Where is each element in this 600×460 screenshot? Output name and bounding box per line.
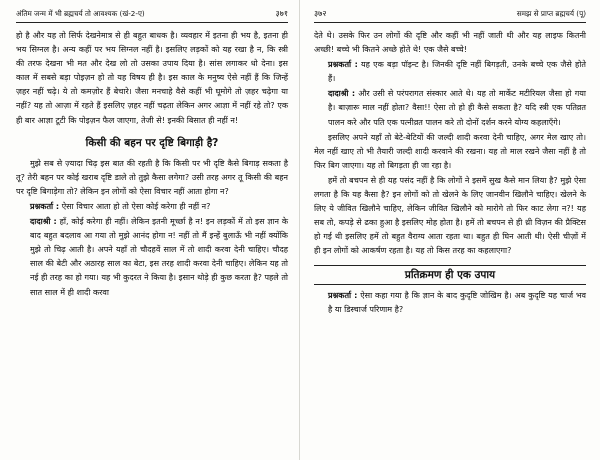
section-rule-bottom <box>314 284 586 285</box>
right-page-number: ३७२ <box>314 9 327 18</box>
left-paragraph-1: हो है और यह तो सिर्फ देखनेमात्र से ही बहुत बाधक है। व्यवहार में इतना ही भय है, इतना ही भय सिग्नल है। अन्य कहीं पर भय सिग्नल नहीं है। इसलिए लड़कों को यह रखा है न, कि स्त्री की तरफ देखना भी मत और देख लो तो उसका उपाय दिया है। सांस लगाकर धो देना। इस काल में सबसे बड़ा पोइज़न हो तो यह विषय ही है। इस काल के मनुष्य ऐसे नहीं हैं कि जिन्हें ज़हर नहीं चढ़े। ये तो कमज़ोर हैं बेचारे। जैसा मनचाहे वैसे कहीं भी घूमोगे तो ज़हर चढ़ेगा या नहीं? यह तो आज़ा में रहते हैं इसलिए ज़हर नहीं चढ़ता लेकिन अगर आज्ञा में नहीं रहे तो? एक ही बार आज्ञा टूटी कि पोइज़न फैल जाएगा, तेजी से! इनकी बिसात ही नहीं न! <box>16 31 288 125</box>
dadashri-label: दादाश्री : <box>30 217 57 227</box>
section-rule-top <box>314 265 586 266</box>
right-header-title: समझ से प्राप्त ब्रह्मचर्य (पू) <box>516 9 586 18</box>
questioner-label: प्रश्नकर्ता : <box>328 291 358 301</box>
answer-text: हाँ, कोई करेगा ही नहीं। लेकिन इतनी मूर्च्छा है न! इन लड़कों में तो इस ज्ञान के बाद बहुत बदलाव आ गया तो मुझे आनंद होगा न! नहीं तो मैं इन्हें बुलाऊँ भी नहीं क्योंकि मुझे तो चिढ़ आती है। अपने यहाँ तो चौदहवें साल में तो शादी करवा देनी चाहिए। चौदह साल की बेटी और अठारह साल का बेटा, इस तरह शादी करवा देनी चाहिए। लेकिन यह तो नई ही तरह का हो गया। यह भी कुदरत ने किया है। इसान थोड़े ही कुछ करता है? पहले तो सात साल में ही शादी करवा <box>30 217 289 297</box>
left-paragraph-2: मुझे सब से ज़्यादा चिढ़ इस बात की रहती है कि किसी पर भी दृष्टि कैसे बिगाड़ सकता है तू? तेरी बहन पर कोई खराब दृष्टि डाले तो तुझे कैसा लगेगा? उसी तरह अगर तू किसी की बहन पर दृष्टि बिगाड़ेगा तो? लेकिन इन लोगों को ऐसा विचार नहीं आता होगा न? <box>16 158 288 196</box>
answer-text: और उसी से परंपरागत संस्कार आते थे। यह तो मार्केट मटीरियल जैसा हो गया है। बाज़ारू माल नहीं होता? वैसा!! ऐसा तो हो ही कैसे सकता है? यदि स्त्री एक पतिव्रत पालन करे और पति एक पत्नीव्रत पालन करे तो दोनों दर्शन करने योग्य कहलाएँगे। <box>328 89 587 127</box>
left-page-number: ३७१ <box>275 9 288 18</box>
right-page <box>300 0 600 460</box>
right-page-header <box>314 8 586 23</box>
right-paragraph-1: देते थे। उसके फिर उन लोगों की दृष्टि और कहीं भी नहीं जाती थी और यह लाइफ कितनी अच्छी! बच्चे भी कितने अच्छे होते थे! एक जैसे बच्चे! <box>314 31 586 55</box>
right-question-1 <box>314 58 586 86</box>
right-section-heading: प्रतिक्रमण ही एक उपाय <box>404 269 496 282</box>
question-text: यह एक बड़ा पॉइन्ट है। जिनकी दृष्टि नहीं बिगड़ती, उनके बच्चे एक जैसे होते हैं। <box>328 60 586 84</box>
question-text: ऐसा विचार आता हो तो ऐसा कोई करेगा ही नहीं न? <box>61 201 211 211</box>
right-question-2 <box>314 289 586 317</box>
right-paragraph-3: हमें तो बचपन से ही यह पसंद नहीं है कि लोगों ने इसमें सुख कैसे मान लिया है? मुझे ऐसा लगता है कि यह कैसा है? इन लोगों को तो खेलने के लिए जानवीन खिलौने चाहिए। खेलने के लिए ये जीवित खिलौने चाहिए, लेकिन जीवित खिलौने को मारोगे तो फिर काट लेगा न?! यह सब तो, कपड़े से ढका हुआ है इसलिए मोह होता है। हमें तो बचपन से ही थ्री विज़न की प्रैक्टिस हो गई थी इसलिए हमें तो बहुत वैराग्य आता रहता था। बहुत ही घिन आती थी। ऐसी चीज़ों में ही इन लोगों को आकर्षण रहता है। यह तो किस तरह का कहलाएगा? <box>314 175 586 256</box>
left-header-title: अंतिम जन्म में भी ब्रह्मचर्य तो आवश्यक (खं-2-ए) <box>16 9 145 18</box>
left-question-1 <box>16 200 288 214</box>
left-answer-1 <box>16 215 288 300</box>
question-text: ऐसा कहा गया है कि ज्ञान के बाद कुदृष्टि जोखिम है। अब कुदृष्टि यह चार्ज भव है या डिस्चार्ज परिणाम है? <box>328 291 586 315</box>
right-paragraph-2: इसलिए अपने यहाँ तो बेटे-बेटियों की जल्दी शादी करवा देनी चाहिए, अगर मेल खाए तो। मेल नहीं खाए तो भी तैयारी जल्दी शादी करवाने की रखना। यह तो माल रखने जैसा नहीं है तो फिर बिग जाएगा। यह तो बिगड़ता ही जा रहा है। <box>314 132 586 170</box>
right-answer-1 <box>314 87 586 129</box>
questioner-label: प्रश्नकर्ता : <box>328 60 358 70</box>
left-page-header <box>16 8 288 23</box>
questioner-label: प्रश्नकर्ता : <box>30 201 60 211</box>
left-section-heading: किसी की बहन पर दृष्टि बिगाड़ी है? <box>85 136 219 149</box>
dadashri-label: दादाश्री : <box>328 89 356 99</box>
